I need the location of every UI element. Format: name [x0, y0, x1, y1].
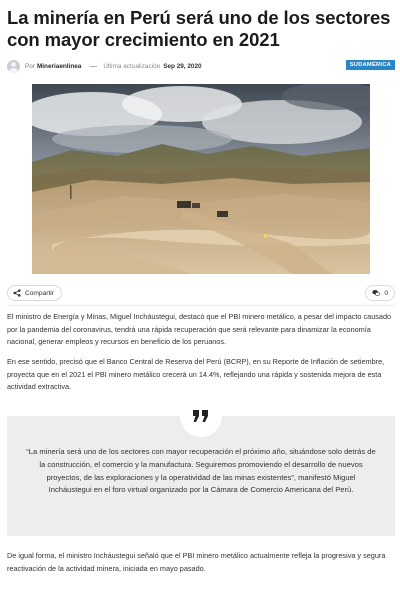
mine-landscape-image	[32, 84, 370, 274]
meta-divider	[90, 66, 97, 67]
paragraph-1: El ministro de Energía y Minas, Miguel Incháustegui, destacó que el PBI minero metálico, a pesar del impacto causado por la pandemia del coronavirus, tendrá una rápida recuperación que será relevante para dinamizar la economía nacional, generar empleos y recursos en beneficio de los peruanos.	[7, 312, 392, 347]
share-button[interactable]	[7, 285, 62, 301]
share-icon	[13, 289, 21, 297]
comment-icon	[372, 289, 380, 297]
quote-glyph	[192, 409, 210, 423]
by-label: Por	[25, 62, 35, 70]
article-title: La minería en Perú será uno de los sectores con mayor crecimiento en 2021	[7, 7, 391, 50]
article-meta	[7, 59, 395, 73]
share-divider	[7, 305, 395, 306]
comment-count: 0	[384, 289, 388, 297]
updated-label: Última actualización	[103, 62, 161, 70]
paragraph-3: De igual forma, el ministro Incháustegui señaló que el PBI minero metálico actualmente refleja la progresiva y segura reactivación de la actividad minera, iniciada en mayo pasado.	[7, 551, 386, 573]
paragraph-2: En ese sentido, precisó que el Banco Central de Reserva del Perú (BCRP), en su Reporte de Inflación de setiembre, proyecta que en el 2021 el PBI minero metálico crecerá un 14.4%, reflejando una rápida y sostenida mejora de esta actividad extractiva.	[7, 357, 385, 392]
comments-button[interactable]	[365, 285, 395, 301]
share-bar	[7, 285, 395, 301]
quote-text: “La minería será uno de los sectores con mayor recuperación el próximo año, situándose solo detrás de la construcción, el comercio y la manufactura. Seguiremos promoviendo el desarrollo de nuevos proyectos, de las exploraciones y la operatividad de las minas existentes”, manifestó Miguel Incháustegui en el foro virtual organizado por la Cámara de Comercio Americana del Perú.	[26, 447, 376, 495]
updated-date: Sep 29, 2020	[163, 62, 202, 70]
quote-icon	[180, 395, 222, 437]
category-badge[interactable]: SUDAMÉRICA	[346, 60, 395, 70]
author-avatar[interactable]	[7, 60, 20, 73]
share-label: Compartir	[25, 289, 54, 297]
article-photo	[32, 84, 370, 274]
author-link[interactable]: Mineriaenlinea	[36, 62, 82, 70]
